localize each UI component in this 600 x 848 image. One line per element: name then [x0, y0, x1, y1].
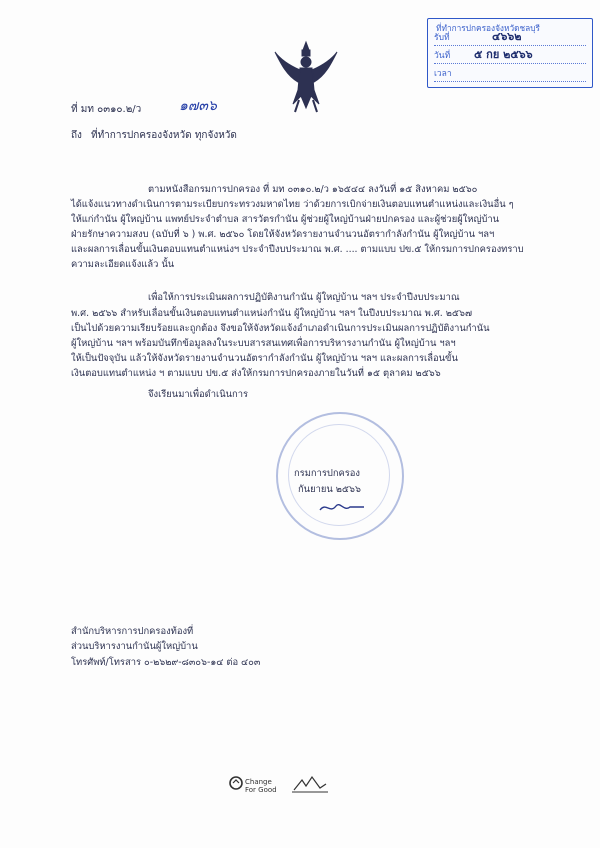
stamp-no-label: รับที่ — [434, 33, 450, 43]
paragraph-2-line-6: เงินตอบแทนตำแหน่ง ฯ ตามแบบ ปข.๕ ส่งให้กรมการปกครองภายในวันที่ ๑๕ ตุลาคม ๒๕๖๖ — [71, 368, 441, 379]
stamp-date-value: ๕ กย ๒๕๖๖ — [474, 48, 533, 61]
stamp-row-date — [434, 49, 586, 64]
stamp-row-number — [434, 31, 586, 46]
signature-scribble-icon — [318, 498, 368, 516]
stamp-row-time — [434, 67, 586, 82]
paragraph-1-line-2: ได้แจ้งแนวทางดำเนินการตามระเบียบกระทรวงมหาดไทย ว่าด้วยการเบิกจ่ายเงินตอบแทนตำแหน่งและเงินอื่น ๆ — [71, 199, 514, 210]
dopa-footer-emblem-icon — [290, 774, 330, 794]
stamp-no-value: ๔๖๖๒ — [492, 30, 522, 43]
footer-phone: โทรศัพท์/โทรสาร ๐-๒๖๒๙-๘๓๐๖-๑๔ ต่อ ๔๐๓ — [71, 657, 261, 668]
paragraph-1-line-1: ตามหนังสือกรมการปกครอง ที่ มท ๐๓๑๐.๒/ว ๑๖๕๔๔ ลงวันที่ ๑๕ สิงหาคม ๒๕๖๐ — [148, 184, 478, 195]
reference-number: ที่ มท ๐๓๑๐.๒/ว — [71, 104, 142, 115]
paragraph-1-line-6: ความละเอียดแจ้งแล้ว นั้น — [71, 259, 175, 270]
signature-org: กรมการปกครอง — [294, 468, 361, 479]
stamp-header: ที่ทำการปกครองจังหวัดชลบุรี — [436, 23, 540, 33]
paragraph-1-line-3: ให้แก่กำนัน ผู้ใหญ่บ้าน แพทย์ประจำตำบล สารวัตรกำนัน ผู้ช่วยผู้ใหญ่บ้านฝ่ายปกครอง และผู้ช่วยผู้ใหญ่บ้าน — [71, 214, 500, 225]
logo-text-for-good: For Good — [245, 786, 277, 794]
to-recipient: ที่ทำการปกครองจังหวัด ทุกจังหวัด — [91, 130, 237, 141]
stamp-date-label: วันที่ — [434, 51, 451, 61]
logo-text-change: Change — [245, 778, 272, 786]
closing-sentence: จึงเรียนมาเพื่อดำเนินการ — [148, 389, 249, 400]
paragraph-2-line-3: เป็นไปด้วยความเรียบร้อยและถูกต้อง จึงขอให้จังหวัดแจ้งอำเภอดำเนินการประเมินผลการปฏิบัติงานกำนัน — [71, 323, 490, 334]
paragraph-2-line-2: พ.ศ. ๒๕๖๖ สำหรับเลื่อนขั้นเงินตอบแทนตำแหน่งกำนัน ผู้ใหญ่บ้าน ฯลฯ ในปีงบประมาณ พ.ศ. ๒๕๖๗ — [71, 308, 473, 319]
receipt-stamp — [427, 18, 593, 88]
reference-number-handwritten: ๑๗๓๖ — [179, 98, 217, 114]
change-for-good-logo-icon — [229, 776, 243, 790]
stamp-time-label: เวลา — [434, 69, 452, 79]
signature-date: กันยายน ๒๕๖๖ — [298, 484, 361, 495]
footer-division: ส่วนบริหารงานกำนันผู้ใหญ่บ้าน — [71, 641, 198, 652]
to-label: ถึง — [71, 130, 82, 141]
paragraph-1-line-5: และผลการเลื่อนขั้นเงินตอบแทนตำแหน่งฯ ประจำปีงบประมาณ พ.ศ. .... ตามแบบ ปข.๕ ให้กรมการปกครองทราบ — [71, 244, 524, 255]
garuda-emblem-icon — [273, 38, 339, 114]
paragraph-2-line-4: ผู้ใหญ่บ้าน ฯลฯ พร้อมบันทึกข้อมูลลงในระบบสารสนเทศเพื่อการบริหารงานกำนัน ผู้ใหญ่บ้าน ฯลฯ — [71, 338, 456, 349]
paragraph-2-line-1: เพื่อให้การประเมินผลการปฏิบัติงานกำนัน ผู้ใหญ่บ้าน ฯลฯ ประจำปีงบประมาณ — [148, 292, 460, 303]
footer-office: สำนักบริหารการปกครองท้องที่ — [71, 626, 194, 637]
paragraph-1-line-4: ฝ่ายรักษาความสงบ (ฉบับที่ ๖ ) พ.ศ. ๒๕๖๐ โดยให้จังหวัดรายงานจำนวนอัตรากำลังกำนัน ผู้ใหญ่บ้าน ฯลฯ — [71, 229, 495, 240]
paragraph-2-line-5: ให้เป็นปัจจุบัน แล้วให้จังหวัดรายงานจำนวนอัตรากำลังกำนัน ผู้ใหญ่บ้าน ฯลฯ และผลการเลื่อนขั้น — [71, 353, 458, 364]
